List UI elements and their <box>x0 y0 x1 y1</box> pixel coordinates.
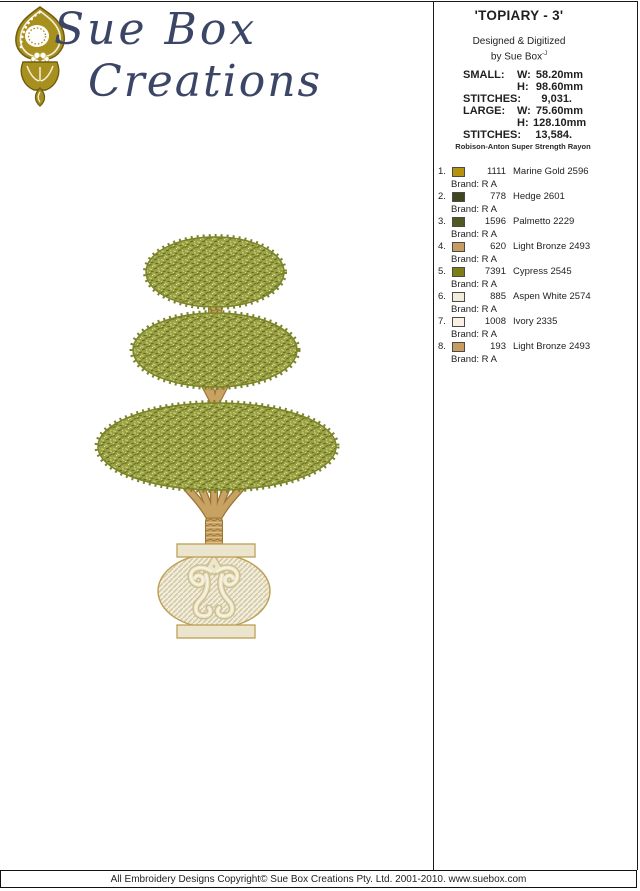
byline-line2: by Sue Box$^{-J}$ <box>490 51 548 63</box>
copyright-text: All Embroidery Designs Copyright© Sue Box Creations Pty. Ltd. 2001-2010. www.suebox.com <box>110 873 527 885</box>
thread-item: 1. 1111 Marine Gold 2596 Brand: R A <box>438 166 636 191</box>
thread-color-swatch <box>452 317 465 327</box>
thread-brand-note: Robison-Anton Super Strength Rayon <box>455 142 591 151</box>
thread-item: 6. 885 Aspen White 2574 Brand: R A <box>438 291 636 316</box>
thread-item: 8. 193 Light Bronze 2493 Brand: R A <box>438 341 636 366</box>
thread-brand: Brand: R A <box>451 228 497 240</box>
topiary-bottom-tier <box>96 402 338 492</box>
topiary-middle-tier <box>131 312 299 389</box>
stat-row: LARGE: W: 75.60mm <box>463 105 583 117</box>
thread-color-swatch <box>452 242 465 252</box>
byline-mark: -J <box>542 51 548 57</box>
stat-row: H: 128.10mm <box>517 117 587 129</box>
logo-text-line1: Sue Box <box>54 4 258 55</box>
thread-brand: Brand: R A <box>451 278 497 290</box>
stat-row: H: 98.60mm <box>517 81 583 93</box>
copyright-footer <box>0 870 637 888</box>
byline-line1: Designed & Digitized <box>472 36 566 47</box>
topiary-pot <box>158 544 270 638</box>
topiary-design-image <box>88 228 348 653</box>
thread-item: 3. 1596 Palmetto 2229 Brand: R A <box>438 216 636 241</box>
thread-item: 2. 778 Hedge 2601 Brand: R A <box>438 191 636 216</box>
info-panel <box>434 0 637 870</box>
thread-item: 7. 1008 Ivory 2335 Brand: R A <box>438 316 636 341</box>
thread-brand: Brand: R A <box>451 178 497 190</box>
byline <box>434 36 604 63</box>
suebox-logo <box>0 0 430 135</box>
thread-item: 4. 620 Light Bronze 2493 Brand: R A <box>438 241 636 266</box>
page-right-rule <box>637 1 638 870</box>
thread-brand: Brand: R A <box>451 303 497 315</box>
thread-brand: Brand: R A <box>451 353 497 365</box>
stat-row: SMALL: W: 58.20mm <box>463 69 583 81</box>
design-title: 'TOPIARY - 3' <box>474 8 564 23</box>
size-stats <box>463 69 593 141</box>
thread-brand: Brand: R A <box>451 328 497 340</box>
thread-color-swatch <box>452 192 465 202</box>
thread-brand: Brand: R A <box>451 203 497 215</box>
logo-text-line2: Creations <box>88 56 323 107</box>
thread-color-swatch <box>452 167 465 177</box>
thread-color-swatch <box>452 292 465 302</box>
thread-item: 5. 7391 Cypress 2545 Brand: R A <box>438 266 636 291</box>
trunk-lower-fan <box>187 484 241 548</box>
topiary-top-tier <box>145 236 286 309</box>
thread-list <box>438 166 636 366</box>
stat-row: STITCHES: 13,584. <box>463 129 572 141</box>
thread-color-swatch <box>452 267 465 277</box>
thread-brand: Brand: R A <box>451 253 497 265</box>
thread-color-swatch <box>452 217 465 227</box>
stat-row: STITCHES: 9,031. <box>463 93 572 105</box>
thread-color-swatch <box>452 342 465 352</box>
